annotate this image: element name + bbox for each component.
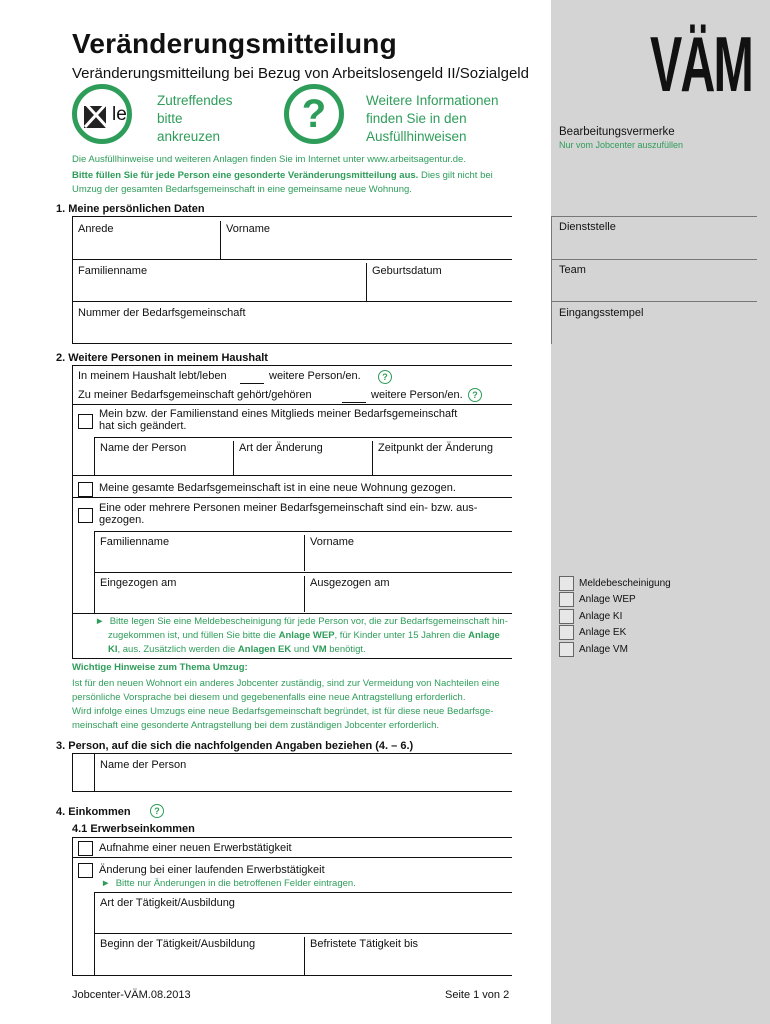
bg-nummer-label: Nummer der Bedarfsgemeinschaft [78, 307, 246, 319]
vorname-label-2: Vorname [310, 536, 355, 548]
zeitpunkt-label: Zeitpunkt der Änderung [378, 442, 493, 454]
familienname-field[interactable] [74, 279, 364, 299]
vorname-label: Vorname [226, 223, 271, 235]
geburtsdatum-field[interactable] [368, 279, 510, 299]
section-4-heading: 4. Einkommen [56, 806, 131, 818]
familienname-label-2: Familienname [100, 536, 170, 548]
check-hint-sample: le [112, 104, 127, 125]
neue-erwerbstaetigkeit-text: Aufnahme einer neuen Erwerbstätigkeit [99, 842, 292, 854]
anlage-wep-label: Anlage WEP [579, 594, 636, 605]
section-2-heading: 2. Weitere Personen in meinem Haushalt [56, 352, 268, 364]
befristet-field[interactable] [306, 953, 510, 973]
familienstand-zeitpunkt-field[interactable] [374, 456, 510, 474]
section-3-name-label: Name der Person [100, 759, 187, 771]
ein-auszug-checkbox[interactable] [78, 508, 93, 523]
question-mark-icon: ? [301, 92, 327, 136]
anlage-ki-label: Anlage KI [579, 611, 623, 622]
meldebescheinigung-checkbox[interactable] [559, 576, 574, 591]
page-title: Veränderungsmitteilung [72, 28, 397, 59]
neue-erwerbstaetigkeit-checkbox[interactable] [78, 841, 93, 856]
bg-nummer-field[interactable] [74, 321, 510, 341]
art-taetigkeit-label: Art der Tätigkeit/Ausbildung [100, 897, 235, 909]
page-subtitle: Veränderungsmitteilung bei Bezug von Arbeitslosengeld II/Sozialgeld [72, 65, 529, 82]
umzug-hint-title: Wichtige Hinweise zum Thema Umzug: [72, 662, 248, 673]
umzug-hint-text: Ist für den neuen Wohnort ein anderes Jobcenter zuständig, sind zur Vermeidung von Nachteilen eine persönliche Vorsprache bei diesem und gegebenenfalls eine neue Antragstellung erforderlich. Wird infolge eines Umzugs eine neue Bedarfsgemeinschaft begründet, ist für diese neue Bedarfsge- meinschaft eine gesonderte Antragstellung bei dem zuständigen Jobcenter erforderlich. [72, 678, 500, 731]
anlage-ek-checkbox[interactable] [559, 625, 574, 640]
page-number: Seite 1 von 2 [445, 989, 510, 1001]
haushalt-label: In meinem Haushalt lebt/leben [78, 370, 227, 382]
umzug-familienname-field[interactable] [96, 550, 302, 570]
section-4-1-heading: 4.1 Erwerbseinkommen [72, 823, 195, 835]
eingezogen-label: Eingezogen am [100, 577, 177, 589]
eingezogen-field[interactable] [96, 591, 302, 611]
name-person-label: Name der Person [100, 442, 187, 454]
section-1-heading: 1. Meine persönlichen Daten [56, 203, 205, 215]
umzug-gesamt-text: Meine gesamte Bedarfsgemeinschaft ist in eine neue Wohnung gezogen. [99, 482, 456, 494]
meldebescheinigung-label: Meldebescheinigung [579, 578, 671, 589]
anrede-field[interactable] [74, 237, 218, 257]
ausgezogen-label: Ausgezogen am [310, 577, 390, 589]
beginn-label: Beginn der Tätigkeit/Ausbildung [100, 938, 256, 950]
ein-auszug-text: Eine oder mehrere Personen meiner Bedarfsgemeinschaft sind ein- bzw. aus- gezogen. [99, 502, 478, 526]
dienststelle-label: Dienststelle [559, 221, 616, 233]
haushalt-count-field[interactable] [240, 371, 264, 384]
bg-count-field[interactable] [342, 390, 366, 403]
form-logo: VÄM [650, 20, 752, 108]
anlage-ki-checkbox[interactable] [559, 609, 574, 624]
attachment-note: ► Bitte legen Sie eine Meldebescheinigung für jede Person vor, die zur Bedarfsgemeinschaft hin- zugekommen ist, und füllen Sie bitte die Anlage WEP, für Kinder unter 15 Jahren die Anlage KI, aus. Zusätzlich werden die Anlagen EK und VM benötigt. [95, 616, 508, 655]
familienstand-art-field[interactable] [235, 456, 370, 474]
familienstand-name-field[interactable] [96, 456, 231, 474]
art-aenderung-label: Art der Änderung [239, 442, 323, 454]
familienstand-text: Mein bzw. der Familienstand eines Mitglieds meiner Bedarfsgemeinschaft hat sich geändert. [99, 408, 458, 432]
internet-note: Die Ausfüllhinweise und weiteren Anlagen finden Sie im Internet unter www.arbeitsagentur.de. [72, 154, 466, 165]
ausgezogen-field[interactable] [306, 591, 510, 611]
help-icon[interactable]: ? [150, 804, 164, 818]
anlage-wep-checkbox[interactable] [559, 592, 574, 607]
anlage-ek-label: Anlage EK [579, 627, 627, 638]
geburtsdatum-label: Geburtsdatum [372, 265, 442, 277]
befristet-label: Befristete Tätigkeit bis [310, 938, 419, 950]
section-3-heading: 3. Person, auf die sich die nachfolgenden Angaben beziehen (4. – 6.) [56, 740, 414, 752]
sidebar-title: Bearbeitungsvermerke [559, 126, 675, 138]
anrede-label: Anrede [78, 223, 114, 235]
section-3-name-field[interactable] [96, 773, 510, 790]
bg-persons-suffix: weitere Person/en. [371, 389, 463, 401]
beginn-field[interactable] [96, 953, 302, 973]
info-hint-text: Weitere Informationen finden Sie in den Ausfüllhinweisen [366, 93, 499, 144]
help-icon[interactable]: ? [378, 370, 392, 384]
bg-persons-label: Zu meiner Bedarfsgemeinschaft gehört/gehören [78, 389, 312, 401]
vorname-field[interactable] [222, 237, 510, 257]
arrow-icon: ► [95, 616, 105, 627]
check-hint-text: Zutreffendes bitte ankreuzen [157, 93, 233, 144]
processing-sidebar [551, 0, 770, 1024]
help-icon[interactable]: ? [468, 388, 482, 402]
anlage-vm-checkbox[interactable] [559, 642, 574, 657]
team-label: Team [559, 264, 586, 276]
umzug-vorname-field[interactable] [306, 550, 510, 570]
laufende-erwerbstaetigkeit-checkbox[interactable] [78, 863, 93, 878]
art-taetigkeit-field[interactable] [96, 912, 510, 932]
anlage-vm-label: Anlage VM [579, 644, 628, 655]
familienstand-checkbox[interactable] [78, 414, 93, 429]
familienname-label: Familienname [78, 265, 148, 277]
sidebar-subtitle: Nur vom Jobcenter auszufüllen [559, 140, 684, 150]
aenderung-note: ► Bitte nur Änderungen in die betroffenen Felder eintragen. [101, 878, 356, 889]
separate-form-note: Bitte füllen Sie für jede Person eine gesonderte Veränderungsmitteilung aus. Dies gilt nicht bei Umzug der gesamten Bedarfsgemeinschaft in eine gemeinsame neue Wohnung. [72, 170, 493, 195]
laufende-erwerbstaetigkeit-text: Änderung bei einer laufenden Erwerbstätigkeit [99, 864, 325, 876]
arrow-icon: ► [101, 878, 111, 889]
haushalt-suffix: weitere Person/en. [269, 370, 361, 382]
eingangsstempel-label: Eingangsstempel [559, 307, 644, 319]
cross-icon [82, 100, 110, 130]
form-id: Jobcenter-VÄM.08.2013 [72, 989, 191, 1001]
umzug-gesamt-checkbox[interactable] [78, 482, 93, 497]
